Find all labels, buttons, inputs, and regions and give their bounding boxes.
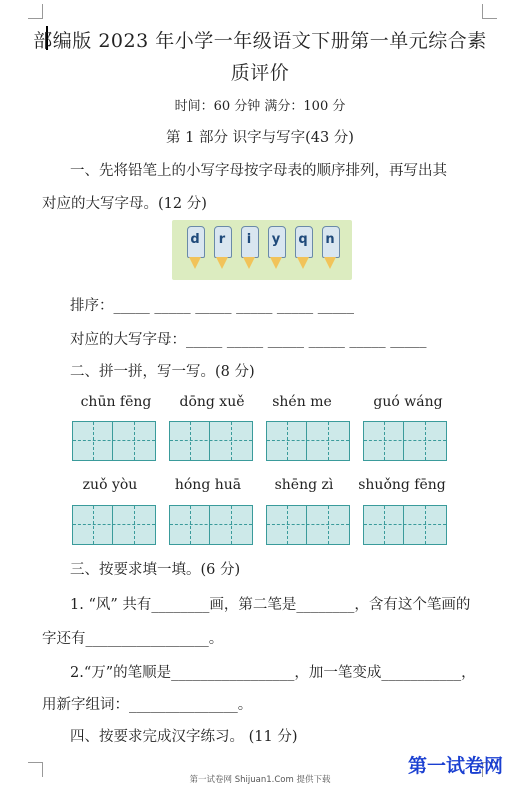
pinyin-label: shuǒng fēng: [358, 477, 446, 493]
uppercase-answer-line: 对应的大写字母：_____ _____ _____ _____ _____ _____: [70, 332, 427, 348]
writing-grid[interactable]: [72, 421, 156, 461]
part1-heading: 第 1 部分 识字与写字(43 分): [166, 130, 354, 146]
pinyin-label: chūn fēng: [80, 394, 152, 410]
pencil-illustration: [172, 220, 352, 280]
question-3-1-line-2: 字还有_________________。: [42, 631, 224, 647]
writing-grid[interactable]: [266, 421, 350, 461]
pencil-letter: n: [325, 232, 335, 247]
order-answer-line: 排序：_____ _____ _____ _____ _____ _____: [70, 298, 355, 314]
crop-mark-top-left: [28, 4, 43, 19]
pinyin-label: shén me: [272, 394, 332, 410]
pencil: [267, 226, 285, 270]
question-1-line-1: 一、先将铅笔上的小写字母按字母表的顺序排列，再写出其: [70, 163, 447, 179]
question-3-2-line-1: 2.“万”的笔顺是_________________，加一笔变成___________，: [70, 665, 476, 681]
exam-meta: 时间：60 分钟 满分：100 分: [174, 99, 346, 114]
question-3-1-line-1: 1. “风” 共有________画，第二笔是________，含有这个笔画的: [70, 597, 471, 613]
pencil-letter: i: [246, 232, 252, 247]
question-3: 三、按要求填一填。(6 分): [70, 562, 241, 578]
brand-logo-text: 第一试卷网: [408, 755, 504, 777]
question-1-line-2: 对应的大写字母。(12 分): [42, 196, 207, 212]
pinyin-label: dōng xuě: [179, 394, 245, 410]
pencil: [240, 226, 258, 270]
crop-mark-top-right: [482, 4, 497, 19]
pencil-letter: r: [218, 232, 226, 247]
writing-grid[interactable]: [169, 421, 253, 461]
question-2: 二、拼一拼，写一写。(8 分): [70, 364, 255, 380]
writing-grid[interactable]: [266, 505, 350, 545]
pencil: [186, 226, 204, 270]
pencil-letter: y: [271, 232, 281, 247]
pencil: [294, 226, 312, 270]
pinyin-label: hóng huā: [174, 477, 242, 493]
pinyin-label: guó wáng: [373, 394, 443, 410]
question-4: 四、按要求完成汉字练习。 (11 分): [70, 729, 298, 745]
writing-grid[interactable]: [72, 505, 156, 545]
question-3-2-line-2: 用新字组词：_______________。: [42, 697, 253, 713]
writing-grid[interactable]: [363, 505, 447, 545]
writing-grid[interactable]: [169, 505, 253, 545]
pencil: [213, 226, 231, 270]
page-footer: 第一试卷网 Shijuan1.Com 提供下载: [189, 775, 331, 785]
pencil: [321, 226, 339, 270]
title-line-1: 部编版 2023 年小学一年级语文下册第一单元综合素: [33, 30, 487, 52]
writing-grid[interactable]: [363, 421, 447, 461]
pinyin-label: shēng zì: [274, 477, 334, 493]
title-line-2: 质评价: [230, 62, 290, 84]
pencil-letter: q: [298, 232, 308, 247]
pinyin-label: zuǒ yòu: [82, 477, 138, 493]
pencil-letter: d: [190, 232, 200, 247]
